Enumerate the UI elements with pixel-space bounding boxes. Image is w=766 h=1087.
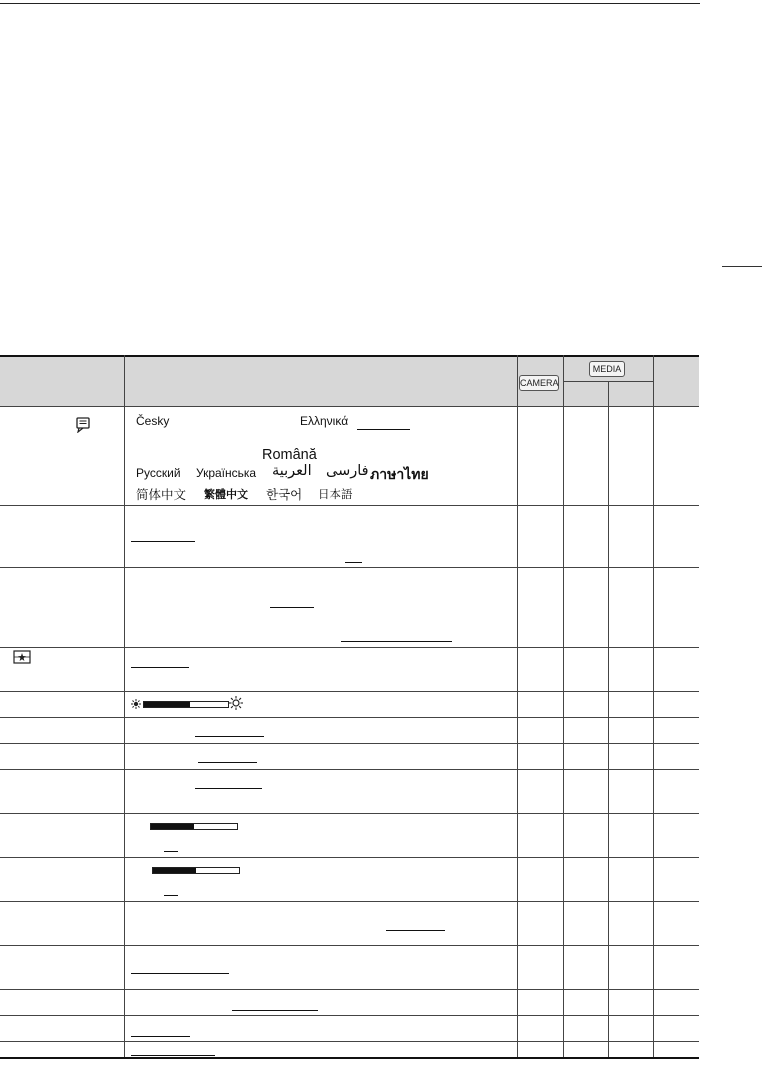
language-option-korean[interactable]: 한국어 [266,488,303,502]
language-option-greek[interactable]: Ελληνικά [300,414,349,428]
language-option-traditional-chinese[interactable]: 繁體中文 [204,489,248,501]
default-underline [345,562,362,563]
default-underline [164,895,178,896]
language-option-japanese[interactable]: 日本語 [318,489,353,501]
default-underline [195,736,264,737]
language-option-arabic[interactable]: العربية [272,463,312,479]
settings-table [0,355,699,1058]
default-underline [198,762,257,763]
default-underline [232,1010,318,1011]
sun-large-icon [229,696,243,710]
level-bar[interactable] [150,823,238,830]
default-underline [164,851,178,852]
language-option-ukrainian[interactable]: Українська [196,466,257,480]
default-underline [131,1036,190,1037]
default-underline [131,667,189,668]
default-underline [131,1055,215,1056]
default-underline [131,973,229,974]
sun-small-icon [131,699,141,709]
brightness-slider[interactable] [143,701,229,708]
language-option-czech[interactable]: Česky [136,414,170,428]
display-star-icon [13,650,31,666]
language-option-simplified-chinese[interactable]: 简体中文 [136,488,187,502]
camera-mode-badge: CAMERA [519,375,559,391]
default-underline [357,429,410,430]
level-bar[interactable] [152,867,240,874]
speech-bubble-icon [75,417,91,433]
default-underline [270,607,314,608]
default-underline [195,788,262,789]
top-rule [0,3,700,4]
language-option-romanian[interactable]: Română [262,447,317,463]
language-option-thai[interactable]: ภาษาไทย [370,466,429,482]
language-option-persian[interactable]: فارسی [326,463,369,479]
default-underline [341,641,452,642]
media-mode-badge: MEDIA [589,361,625,377]
side-tab-mark [722,266,762,267]
language-option-russian[interactable]: Русский [136,466,181,480]
default-underline [386,930,445,931]
default-underline [131,541,195,542]
